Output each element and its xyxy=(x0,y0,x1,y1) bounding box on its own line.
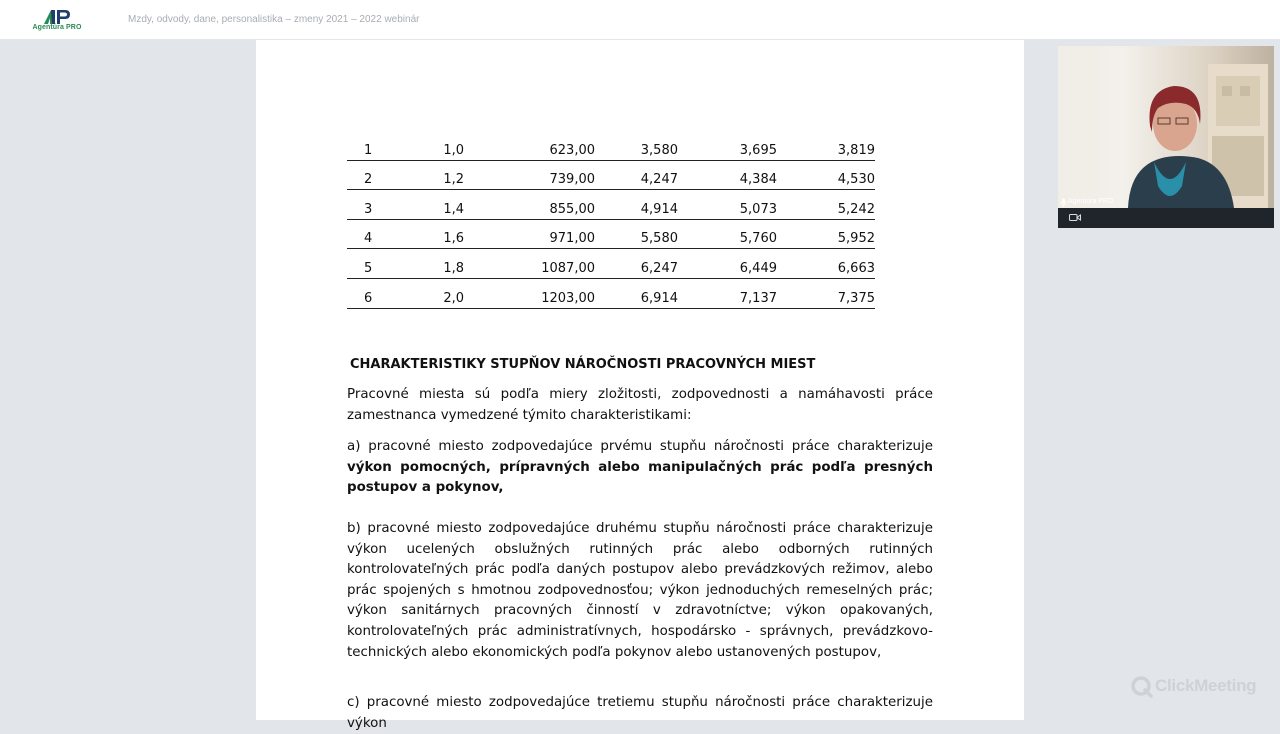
section-heading: CHARAKTERISTIKY STUPŇOV NÁROČNOSTI PRACOVNÝCH MIEST xyxy=(350,357,816,372)
table-cell-class: 4 xyxy=(364,231,373,247)
table-cell-value-2: 4,384 xyxy=(739,172,777,188)
table-cell-value-3: 3,819 xyxy=(837,142,875,158)
table-cell-value-3: 5,952 xyxy=(837,231,875,247)
table-cell-class: 2 xyxy=(364,172,373,188)
agentura-pro-logo[interactable] xyxy=(32,9,82,35)
table-cell-value-1: 4,247 xyxy=(640,172,678,188)
clickmeeting-text: ClickMeeting xyxy=(1155,676,1257,695)
table-cell-value-1: 5,580 xyxy=(640,231,678,247)
table-cell-value-2: 5,760 xyxy=(739,231,777,247)
table-cell-value-1: 3,580 xyxy=(640,142,678,158)
table-cell-coefficient: 1,8 xyxy=(443,260,464,276)
table-cell-value-2: 7,137 xyxy=(739,290,777,306)
paragraph-c: c) pracovné miesto zodpovedajúce tretiemu stupňu náročnosti práce charakterizuje výkon xyxy=(347,695,933,731)
table-cell-class: 1 xyxy=(364,142,373,158)
table-cell-value-3: 6,663 xyxy=(837,260,875,276)
table-cell-base: 971,00 xyxy=(549,231,595,247)
top-bar xyxy=(0,0,1280,40)
camera-icon[interactable] xyxy=(1069,213,1081,222)
table-cell-base: 1087,00 xyxy=(541,260,595,276)
table-cell-value-2: 6,449 xyxy=(739,260,777,276)
presenter-video[interactable] xyxy=(1058,46,1274,228)
table-cell-value-1: 6,247 xyxy=(640,260,678,276)
table-cell-value-1: 6,914 xyxy=(640,290,678,306)
table-cell-value-3: 4,530 xyxy=(837,172,875,188)
paragraph-b: b) pracovné miesto zodpovedajúce druhému stupňu náročnosti práce charakterizuje výkon ucelených obslužných rutinných prác alebo odborných rutinných kontrolovateľných prác podľa daných postupov alebo prevádzkových režimov, alebo prác spojených s hmotnou zodpovednosťou; výkon jednoduchých remeselných prác; výkon sanitárnych pracovných činností v zdravotníctve; výkon opakovaných, kontrolovateľných prác administratívnych, hospodársko - správnych, prevádzkovo-technických alebo ekonomických podľa pokynov alebo ustanovených postupov, xyxy=(347,521,933,660)
table-row xyxy=(347,249,875,279)
table-cell-class: 6 xyxy=(364,290,373,306)
table-cell-coefficient: 1,6 xyxy=(443,231,464,247)
table-cell-coefficient: 1,4 xyxy=(443,201,464,217)
microphone-icon[interactable] xyxy=(1060,198,1067,207)
table-cell-coefficient: 1,0 xyxy=(443,142,464,158)
table-row xyxy=(347,279,875,309)
table-cell-value-2: 3,695 xyxy=(739,142,777,158)
table-cell-class: 3 xyxy=(364,201,373,217)
table-row xyxy=(347,131,875,161)
table-cell-coefficient: 1,2 xyxy=(443,172,464,188)
participant-name: Agentúra PRO xyxy=(1068,198,1114,205)
presenter-image xyxy=(1058,46,1274,208)
table-cell-value-2: 5,073 xyxy=(739,201,777,217)
table-cell-base: 739,00 xyxy=(549,172,595,188)
clickmeeting-watermark xyxy=(1131,674,1266,700)
paragraph-a-bold: výkon pomocných, prípravných alebo manipulačných prác podľa presných postupov a pokynov, xyxy=(347,459,933,496)
video-controls-bar xyxy=(1058,208,1274,228)
shared-document[interactable] xyxy=(256,40,1024,731)
table-cell-class: 5 xyxy=(364,260,373,276)
table-row xyxy=(347,190,875,220)
video-feed xyxy=(1058,46,1274,208)
table-row xyxy=(347,161,875,191)
webinar-title: Mzdy, odvody, dane, personalistika – zmeny 2021 – 2022 webinár xyxy=(128,14,420,25)
agentura-pro-logo-mark xyxy=(42,9,72,25)
table-row xyxy=(347,220,875,250)
table-cell-base: 1203,00 xyxy=(541,290,595,306)
logo-text: Agentúra PRO xyxy=(32,24,82,31)
clickmeeting-logo-icon xyxy=(1131,676,1153,698)
paragraph-a xyxy=(347,437,933,499)
intro-paragraph: Pracovné miesta sú podľa miery zložitosti, zodpovednosti a namáhavosti práce zamestnanca vymedzené týmito charakteristikami: xyxy=(347,387,933,423)
table-cell-value-3: 5,242 xyxy=(837,201,875,217)
salary-table xyxy=(347,131,875,309)
table-cell-value-1: 4,914 xyxy=(640,201,678,217)
table-cell-value-3: 7,375 xyxy=(837,290,875,306)
table-cell-base: 623,00 xyxy=(549,142,595,158)
table-cell-coefficient: 2,0 xyxy=(443,290,464,306)
paragraph-a-lead: a) pracovné miesto zodpovedajúce prvému stupňu náročnosti práce charakterizuje xyxy=(347,439,933,454)
table-cell-base: 855,00 xyxy=(549,201,595,217)
